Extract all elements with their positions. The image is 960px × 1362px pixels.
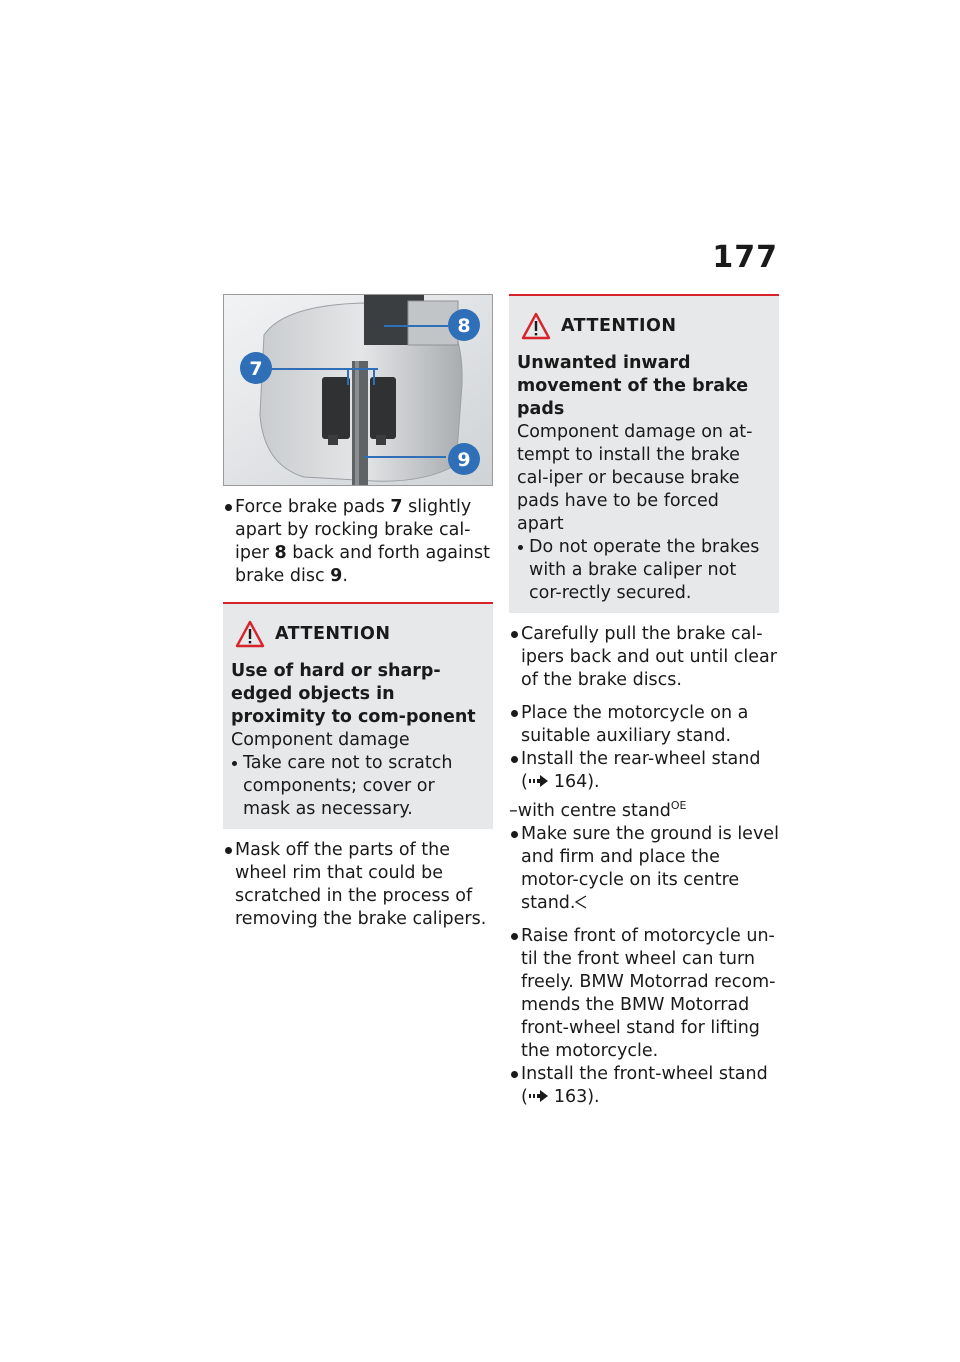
attention-box-sharp-objects: [223, 602, 493, 829]
end-marker-icon: [575, 895, 587, 909]
page-ref-arrow-icon: [528, 1089, 550, 1103]
attention-box-pad-movement: [509, 294, 779, 613]
warning-icon: [521, 312, 551, 340]
callout-8-label: 8: [457, 315, 471, 337]
step-text: slightly apart by rocking brake cal-iper: [235, 497, 472, 563]
callout-9-label: 9: [457, 449, 471, 471]
step-pull-calipers: Carefully pull the brake cal-ipers back and out until clear of the brake discs.: [509, 623, 779, 692]
attention-item: Do not operate the brakes with a brake caliper not cor-rectly secured.: [517, 536, 771, 605]
brake-caliper-figure: [223, 294, 493, 486]
attention-label: ATTENTION: [275, 623, 391, 644]
step-text: Force brake pads: [235, 497, 391, 517]
condition-text: with centre stand: [517, 801, 671, 821]
step-mask-rim: Mask off the parts of the wheel rim that could be scratched in the process of removing the brake calipers.: [223, 839, 493, 931]
attention-item: Take care not to scratch components; cover or mask as necessary.: [231, 752, 485, 821]
page-ref: 164).: [553, 772, 600, 792]
attention-title: Use of hard or sharp-edged objects in proximity to com-ponent: [231, 661, 476, 727]
ref-7: 7: [390, 497, 403, 517]
page-number: 177: [712, 240, 778, 275]
attention-title: Unwanted inward movement of the brake pads: [517, 353, 749, 419]
attention-text: Component damage: [231, 730, 410, 750]
callout-7-label: 7: [249, 358, 263, 380]
with-centre-stand-line: –with centre stand$^{OE}$: [509, 799, 687, 821]
step-place-stand: Place the motorcycle on a suitable auxiliary stand.: [509, 702, 779, 748]
step-text: Install the front-wheel stand: [521, 1064, 768, 1084]
attention-heading: [521, 312, 771, 340]
step-text: Make sure the ground is level and firm and place the motor-cycle on its centre stand.: [521, 824, 779, 913]
step-force-pads: [223, 496, 493, 588]
step-text: back and forth against brake disc: [235, 543, 490, 586]
attention-text: Component damage on at-tempt to install the brake cal-iper or because brake pads have to be forced apart: [517, 422, 753, 534]
right-column: [509, 294, 779, 1109]
attention-label: ATTENTION: [561, 315, 677, 336]
left-column: [223, 294, 493, 931]
step-text: .: [342, 566, 348, 586]
page-ref: 163).: [553, 1087, 600, 1107]
brake-caliper-illustration: [224, 295, 492, 485]
page-ref-arrow-icon: [528, 774, 550, 788]
step-raise-front: Raise front of motorcycle un-til the front wheel can turn freely. BMW Motorrad recom-mends the BMW Motorrad front-wheel stand for lifting the motorcycle.: [509, 925, 779, 1063]
ref-8: 8: [274, 543, 287, 563]
step-centre-stand: [509, 823, 779, 915]
attention-heading: [235, 620, 485, 648]
step-text: Install the rear-wheel stand: [521, 749, 761, 769]
step-rear-stand: Install the rear-wheel stand ( 164).: [509, 748, 779, 794]
ref-9: 9: [330, 566, 343, 586]
oe-superscript: OE: [670, 799, 687, 812]
step-front-stand: Install the front-wheel stand ( 163).: [509, 1063, 779, 1109]
warning-icon: [235, 620, 265, 648]
